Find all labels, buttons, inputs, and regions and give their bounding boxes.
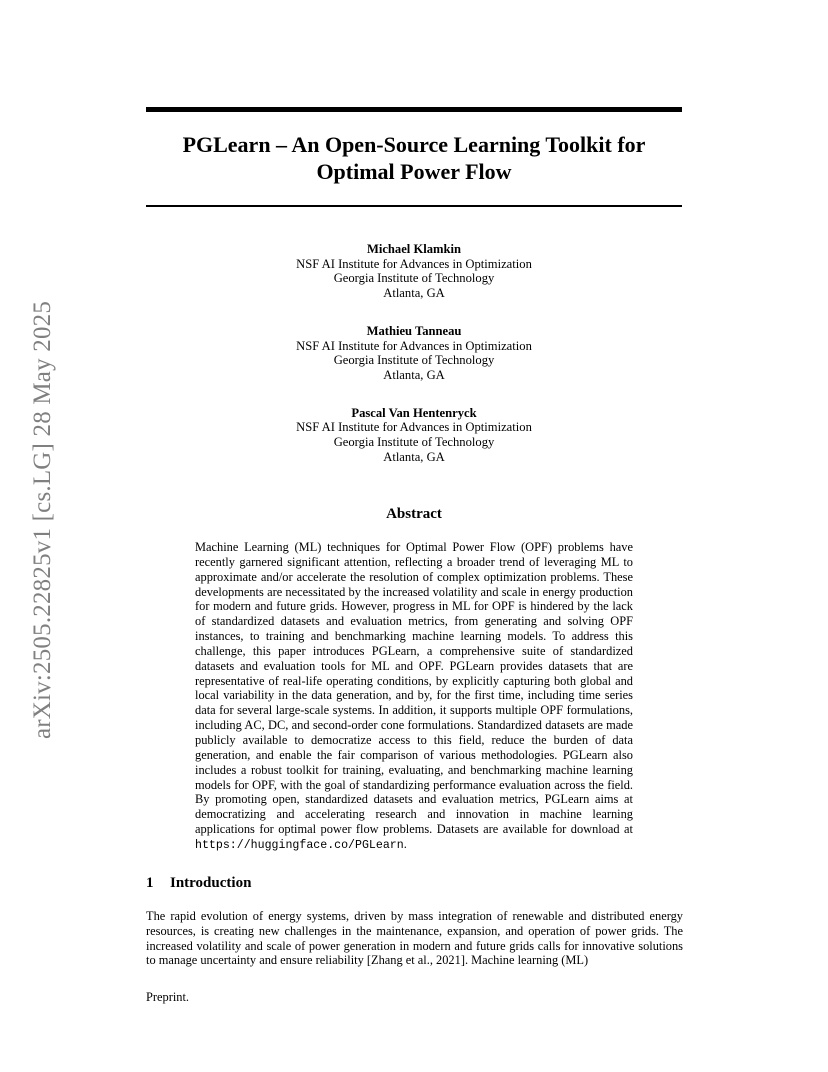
abstract-heading: Abstract [386, 506, 442, 522]
author-2 [146, 324, 682, 383]
author-location: Atlanta, GA [383, 367, 445, 382]
section-heading-introduction [146, 875, 682, 892]
author-block [146, 242, 682, 487]
author-affiliation: Georgia Institute of Technology [333, 353, 495, 368]
author-name: Pascal Van Hentenryck [351, 405, 477, 420]
arxiv-stamp: arXiv:2505.22825v1 [cs.LG] 28 May 2025 [29, 300, 56, 740]
author-3 [146, 406, 682, 465]
title-bottom-rule [146, 205, 682, 207]
author-affiliation: Georgia Institute of Technology [333, 435, 495, 450]
abstract-dataset-link[interactable]: https://huggingface.co/PGLearn [195, 838, 404, 852]
author-affiliation: NSF AI Institute for Advances in Optimization [296, 338, 532, 353]
paper-title [146, 131, 682, 185]
author-location: Atlanta, GA [383, 449, 445, 464]
abstract-end: . [403, 836, 407, 851]
abstract-body [195, 540, 633, 854]
author-affiliation: NSF AI Institute for Advances in Optimization [296, 420, 532, 435]
author-affiliation: Georgia Institute of Technology [333, 271, 495, 286]
section-number: 1 [146, 875, 154, 891]
author-affiliation: NSF AI Institute for Advances in Optimization [296, 256, 532, 271]
author-1 [146, 242, 682, 301]
title-line-1: PGLearn – An Open-Source Learning Toolkit for [182, 132, 646, 157]
abstract-text: Machine Learning (ML) techniques for Optimal Power Flow (OPF) problems have recently garnered significant attention, reflecting a broader trend of leveraging ML to approximate and/or accelerate the resolution of complex optimization problems. These developments are necessitated by the increased volatility and scale in energy production for modern and future grids. However, progress in ML for OPF is hindered by the lack of standardized datasets and evaluation metrics, from generating and solving OPF instances, to training and benchmarking machine learning models. To address this challenge, this paper introduces PGLearn, a comprehensive suite of standardized datasets and evaluation tools for ML and OPF. PGLearn provides datasets that are representative of real-life operating conditions, by explicitly capturing both global and local variability in the data generation, and by, for the first time, including time series data for several large-scale systems. In addition, it supports multiple OPF formulations, including AC, DC, and second-order cone formulations. Standardized datasets are made publicly available to democratize access to this field, reduce the burden of data generation, and enable the fair comparison of various methodologies. PGLearn also includes a robust toolkit for training, evaluating, and benchmarking machine learning models for OPF, with the goal of standardizing performance evaluation across the field. By promoting open, standardized datasets and evaluation metrics, PGLearn aims at democratizing and accelerating research and innovation in machine learning applications for optimal power flow problems. Datasets are available for download at [195, 540, 633, 837]
author-name: Michael Klamkin [366, 242, 462, 256]
preprint-footer: Preprint. [146, 990, 190, 1004]
title-top-rule [146, 107, 682, 112]
introduction-paragraph: The rapid evolution of energy systems, driven by mass integration of renewable and distributed energy resources, is creating new challenges in the maintenance, expansion, and operation of power grids. The increased volatility and scale of power generation in modern and future grids calls for innovative solutions to manage uncertainty and ensure reliability [Zhang et al., 2021]. Machine learning (ML) [146, 909, 683, 968]
title-line-2: Optimal Power Flow [316, 159, 512, 184]
section-title: Introduction [170, 875, 252, 891]
author-location: Atlanta, GA [383, 286, 445, 301]
author-name: Mathieu Tanneau [366, 323, 462, 338]
